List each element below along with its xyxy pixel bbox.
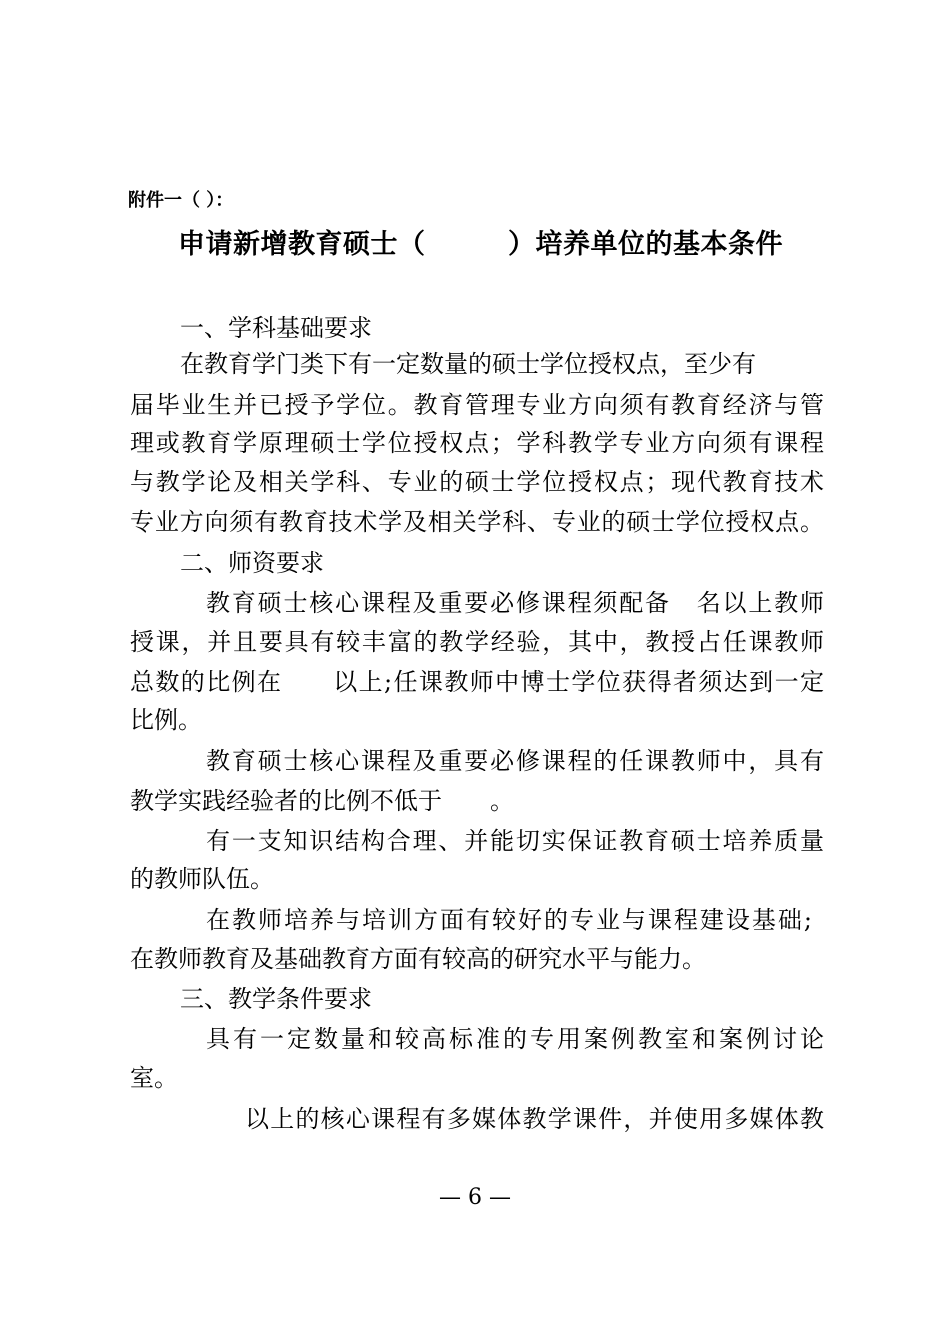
section-heading-1: 一、学科基础要求 bbox=[180, 314, 372, 342]
paragraph-line: 比例。 bbox=[130, 706, 202, 734]
paragraph-line: 总数的比例在 以上;任课教师中博士学位获得者须达到一定 bbox=[130, 668, 824, 696]
paragraph-line: 在教育学门类下有一定数量的硕士学位授权点，至少有 bbox=[180, 350, 756, 378]
section-heading-3: 三、教学条件要求 bbox=[180, 985, 372, 1013]
paragraph-line: 有一支知识结构合理、并能切实保证教育硕士培养质量 bbox=[206, 827, 824, 855]
paragraph-line: 以上的核心课程有多媒体教学课件，并使用多媒体教 bbox=[245, 1105, 824, 1133]
paragraph-line: 具有一定数量和较高标准的专用案例教室和案例讨论 bbox=[206, 1025, 824, 1053]
paragraph-line: 教学实践经验者的比例不低于 。 bbox=[130, 787, 514, 815]
paragraph-line: 教育硕士核心课程及重要必修课程的任课教师中，具有 bbox=[206, 747, 824, 775]
paragraph-line: 理或教育学原理硕士学位授权点；学科教学专业方向须有课程 bbox=[130, 429, 824, 457]
paragraph-line: 专业方向须有教育技术学及相关学科、专业的硕士学位授权点。 bbox=[130, 508, 824, 536]
paragraph-line: 与教学论及相关学科、专业的硕士学位授权点；现代教育技术 bbox=[130, 468, 824, 496]
page-number: — 6 — bbox=[439, 1185, 511, 1210]
paragraph-line: 的教师队伍。 bbox=[130, 865, 274, 893]
paragraph-line: 授课，并且要具有较丰富的教学经验，其中，教授占任课教师 bbox=[130, 628, 824, 656]
attachment-label: 附件一（ ）： bbox=[128, 190, 234, 211]
paragraph-line: 在教师培养与培训方面有较好的专业与课程建设基础; bbox=[206, 906, 812, 934]
paragraph-line: 在教师教育及基础教育方面有较高的研究水平与能力。 bbox=[130, 945, 706, 973]
paragraph-line: 教育硕士核心课程及重要必修课程须配备 名以上教师 bbox=[206, 589, 824, 617]
section-heading-2: 二、师资要求 bbox=[180, 549, 324, 577]
paragraph-line: 室。 bbox=[130, 1064, 178, 1092]
page-title: 申请新增教育硕士（ ）培养单位的基本条件 bbox=[178, 229, 783, 260]
paragraph-line: 届毕业生并已授予学位。教育管理专业方向须有教育经济与管 bbox=[130, 391, 824, 419]
